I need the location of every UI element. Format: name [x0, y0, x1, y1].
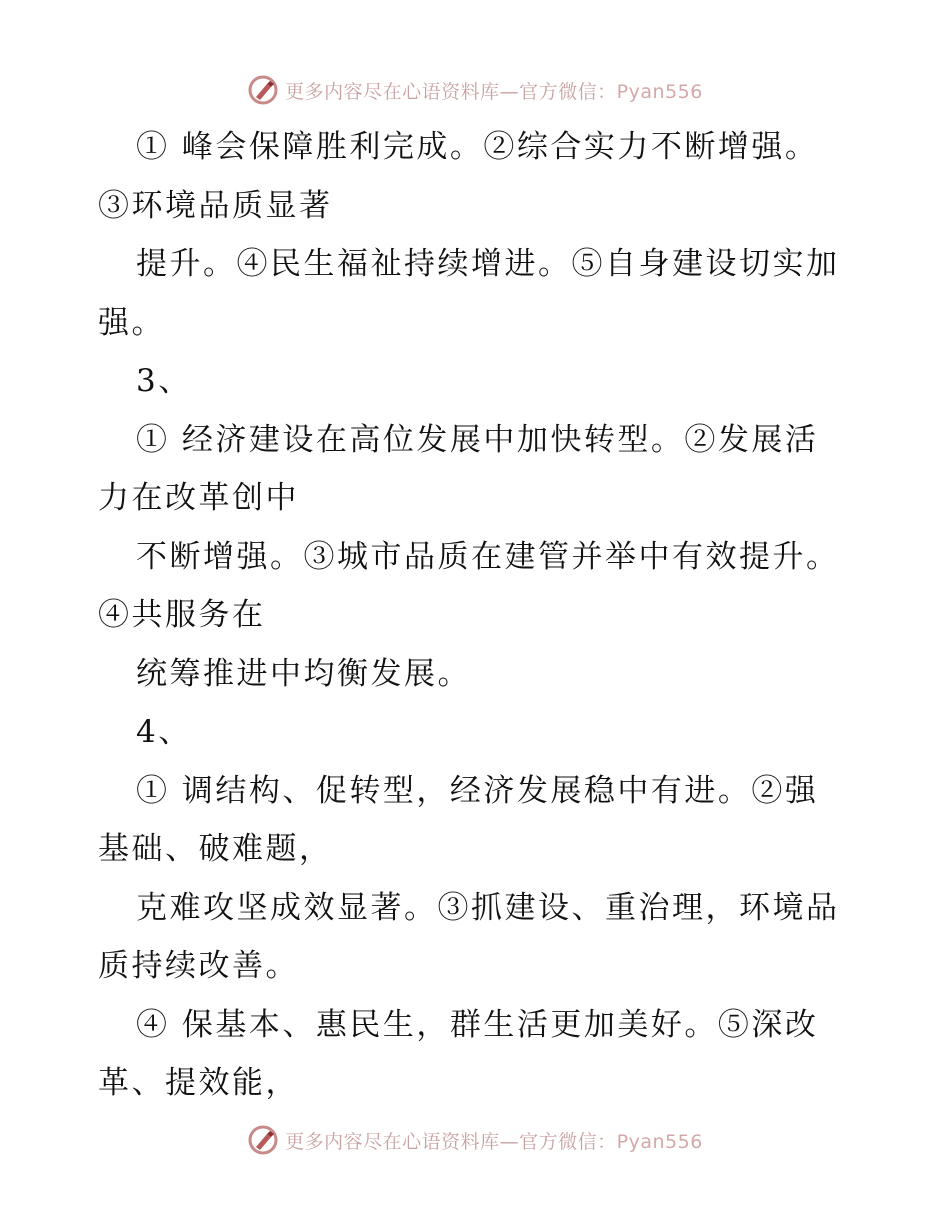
text-line: ③环境品质显著 — [98, 187, 333, 224]
text-line: ④ 保基本、惠民生，群生活更加美好。⑤深改 — [136, 1006, 819, 1043]
footer-watermark — [0, 1120, 950, 1160]
section-number: 3、 — [136, 363, 192, 399]
text-line: 克难攻坚成效显著。③抓建设、重治理，环境品 — [136, 889, 840, 926]
pen-logo-icon — [247, 74, 279, 106]
text-line: 革、提效能， — [98, 1065, 299, 1101]
text-line: 提升。④民生福祉持续增进。⑤自身建设切实加 — [136, 246, 840, 282]
text-line: ① 经济建设在高位发展中加快转型。②发展活 — [136, 421, 819, 458]
text-line: 统筹推进中均衡发展。 — [136, 655, 471, 692]
text-line: 基础、破难题， — [98, 831, 333, 867]
watermark-text: 更多内容尽在心语资料库—官方微信：Pyan556 — [285, 1130, 703, 1153]
text-line: ① 峰会保障胜利完成。②综合实力不断增强。 — [136, 129, 819, 165]
pen-logo-icon — [247, 1124, 279, 1156]
text-line: ④共服务在 — [98, 597, 266, 633]
text-line: 强。 — [98, 304, 165, 341]
text-line: 不断增强。③城市品质在建管并举中有效提升。 — [136, 538, 840, 575]
text-line: 质持续改善。 — [98, 948, 299, 984]
watermark-text: 更多内容尽在心语资料库—官方微信：Pyan556 — [285, 80, 703, 103]
text-line: ① 调结构、促转型，经济发展稳中有进。②强 — [136, 772, 819, 809]
document-body — [98, 118, 858, 1113]
section-number: 4、 — [136, 714, 192, 750]
header-watermark — [0, 70, 950, 110]
text-line: 力在改革创中 — [98, 480, 299, 516]
